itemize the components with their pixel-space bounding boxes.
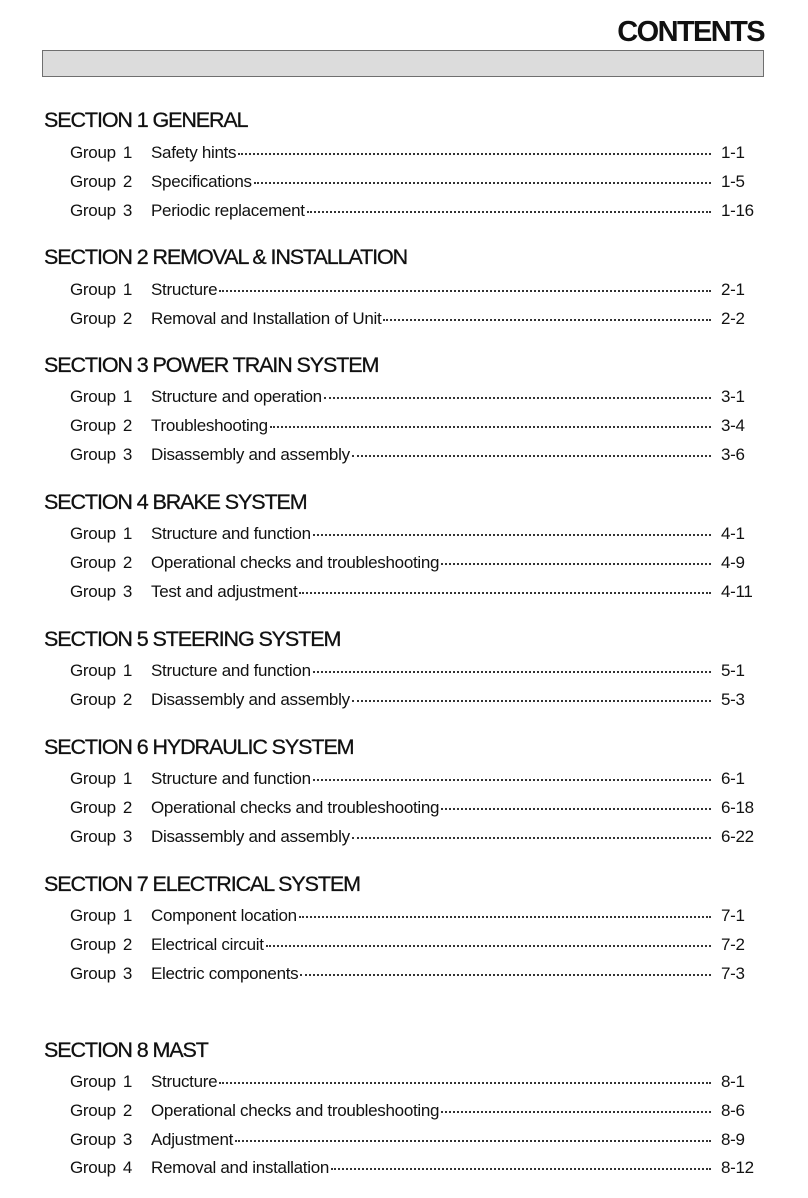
group-label: Group	[70, 1129, 116, 1149]
page-title: CONTENTS	[617, 16, 764, 48]
entry-title: Structure and function	[151, 524, 311, 543]
toc-entry[interactable]	[70, 141, 760, 165]
group-label: Group	[70, 200, 116, 220]
group-number: 3	[122, 444, 133, 464]
toc-entry[interactable]	[70, 522, 760, 546]
group-label: Group	[70, 308, 116, 328]
toc-entry[interactable]	[70, 796, 760, 820]
entry-title: Structure	[151, 1072, 218, 1091]
toc-entry[interactable]	[70, 1128, 760, 1152]
page-number: 6-1	[721, 769, 745, 788]
page-number: 4-1	[721, 524, 745, 543]
entry-title: Adjustment	[151, 1129, 234, 1149]
dot-leader	[219, 290, 711, 292]
dot-leader	[266, 945, 711, 947]
entry-title: Structure and function	[151, 769, 311, 788]
page-number: 8-12	[721, 1158, 754, 1178]
dot-leader	[441, 1111, 711, 1113]
group-number: 2	[122, 797, 133, 817]
toc-entry[interactable]	[70, 1156, 760, 1180]
group-number: 2	[122, 308, 133, 328]
page-number: 2-2	[721, 308, 745, 328]
entry-title: Periodic replacement	[151, 200, 305, 220]
page-number: 7-2	[721, 934, 745, 954]
group-label: Group	[70, 581, 116, 601]
entry-title: Structure and function	[151, 661, 311, 680]
toc-entry[interactable]	[70, 199, 760, 223]
dot-leader	[331, 1168, 711, 1170]
group-label: Group	[70, 826, 116, 846]
group-number: 3	[122, 826, 133, 846]
entry-title: Operational checks and troubleshooting	[151, 1100, 440, 1120]
page-number: 6-18	[721, 797, 754, 817]
entry-title: Disassembly and assembly	[151, 689, 350, 709]
section-heading: SECTION 4 BRAKE SYSTEM	[44, 490, 307, 514]
entry-title: Structure and operation	[151, 387, 322, 406]
section-heading: SECTION 3 POWER TRAIN SYSTEM	[44, 353, 379, 377]
dot-leader	[441, 563, 711, 565]
group-number: 1	[122, 143, 133, 162]
group-label: Group	[70, 171, 116, 191]
group-label: Group	[70, 934, 116, 954]
page-number: 5-3	[721, 689, 745, 709]
toc-entry[interactable]	[70, 278, 760, 302]
dot-leader	[235, 1140, 711, 1142]
group-number: 2	[122, 415, 133, 435]
section-heading: SECTION 7 ELECTRICAL SYSTEM	[44, 872, 360, 896]
group-number: 1	[122, 387, 133, 406]
toc-entry[interactable]	[70, 904, 760, 928]
entry-title: Removal and installation	[151, 1158, 330, 1178]
toc-entry[interactable]	[70, 688, 760, 712]
group-label: Group	[70, 552, 116, 572]
group-number: 2	[122, 552, 133, 572]
toc-entry[interactable]	[70, 962, 760, 986]
page-number: 7-1	[721, 906, 745, 925]
page-number: 1-5	[721, 171, 745, 191]
section-heading: SECTION 8 MAST	[44, 1038, 208, 1062]
group-number: 3	[122, 1129, 133, 1149]
group-label: Group	[70, 387, 116, 406]
dot-leader	[307, 211, 711, 213]
toc-entry[interactable]	[70, 414, 760, 438]
dot-leader	[254, 182, 711, 184]
group-label: Group	[70, 444, 116, 464]
dot-leader	[383, 319, 711, 321]
entry-title: Test and adjustment	[151, 581, 298, 601]
toc-entry[interactable]	[70, 580, 760, 604]
group-number: 1	[122, 280, 133, 299]
entry-title: Removal and Installation of Unit	[151, 308, 382, 328]
dot-leader	[270, 426, 711, 428]
entry-title: Specifications	[151, 171, 252, 191]
section-heading: SECTION 5 STEERING SYSTEM	[44, 627, 341, 651]
dot-leader	[300, 974, 711, 976]
group-number: 3	[122, 963, 133, 983]
toc-entry[interactable]	[70, 443, 760, 467]
entry-title: Electrical circuit	[151, 934, 264, 954]
group-number: 1	[122, 1072, 133, 1091]
group-label: Group	[70, 769, 116, 788]
group-number: 3	[122, 200, 133, 220]
toc-entry[interactable]	[70, 170, 760, 194]
page-number: 4-11	[721, 581, 753, 601]
page-number: 2-1	[721, 280, 745, 299]
group-label: Group	[70, 1158, 116, 1178]
group-label: Group	[70, 1100, 116, 1120]
entry-title: Operational checks and troubleshooting	[151, 797, 440, 817]
dot-leader	[352, 837, 711, 839]
entry-title: Troubleshooting	[151, 415, 268, 435]
toc-entry[interactable]	[70, 385, 760, 409]
group-number: 2	[122, 1100, 133, 1120]
page-number: 3-6	[721, 444, 745, 464]
group-label: Group	[70, 689, 116, 709]
page-number: 1-16	[721, 200, 754, 220]
toc-entry[interactable]	[70, 307, 760, 331]
dot-leader	[441, 808, 711, 810]
group-label: Group	[70, 524, 116, 543]
section-heading: SECTION 1 GENERAL	[44, 108, 248, 132]
entry-title: Component location	[151, 906, 297, 925]
group-number: 4	[122, 1158, 133, 1178]
dot-leader	[313, 671, 711, 673]
dot-leader	[238, 153, 711, 155]
dot-leader	[313, 534, 711, 536]
toc-entry[interactable]	[70, 825, 760, 849]
dot-leader	[299, 592, 711, 594]
page-number: 5-1	[721, 661, 745, 680]
dot-leader	[299, 916, 711, 918]
group-number: 1	[122, 906, 133, 925]
group-label: Group	[70, 963, 116, 983]
page-number: 3-4	[721, 415, 745, 435]
entry-title: Safety hints	[151, 143, 237, 162]
page-number: 4-9	[721, 552, 745, 572]
entry-title: Electric components	[151, 963, 299, 983]
entry-title: Operational checks and troubleshooting	[151, 552, 440, 572]
section-heading: SECTION 2 REMOVAL & INSTALLATION	[44, 245, 408, 269]
toc-entry[interactable]	[70, 767, 760, 791]
page-number: 3-1	[721, 387, 745, 406]
section-heading: SECTION 6 HYDRAULIC SYSTEM	[44, 735, 354, 759]
entry-title: Disassembly and assembly	[151, 444, 350, 464]
toc-entry[interactable]	[70, 933, 760, 957]
dot-leader	[352, 455, 711, 457]
page-number: 8-6	[721, 1100, 745, 1120]
group-label: Group	[70, 797, 116, 817]
group-number: 1	[122, 769, 133, 788]
group-number: 1	[122, 661, 133, 680]
group-label: Group	[70, 1072, 116, 1091]
entry-title: Structure	[151, 280, 218, 299]
toc-entry[interactable]	[70, 659, 760, 683]
dot-leader	[313, 779, 711, 781]
group-number: 1	[122, 524, 133, 543]
group-number: 2	[122, 934, 133, 954]
group-label: Group	[70, 661, 116, 680]
group-number: 3	[122, 581, 133, 601]
dot-leader	[352, 700, 711, 702]
toc-entry[interactable]	[70, 1070, 760, 1094]
page-number: 1-1	[721, 143, 745, 162]
entry-title: Disassembly and assembly	[151, 826, 350, 846]
toc-entry[interactable]	[70, 551, 760, 575]
dot-leader	[324, 397, 711, 399]
page-number: 6-22	[721, 826, 754, 846]
group-label: Group	[70, 906, 116, 925]
page-number: 8-9	[721, 1129, 745, 1149]
dot-leader	[219, 1082, 711, 1084]
group-label: Group	[70, 415, 116, 435]
toc-entry[interactable]	[70, 1099, 760, 1123]
page-number: 8-1	[721, 1072, 745, 1091]
group-number: 2	[122, 171, 133, 191]
page-number: 7-3	[721, 963, 745, 983]
group-number: 2	[122, 689, 133, 709]
group-label: Group	[70, 143, 116, 162]
group-label: Group	[70, 280, 116, 299]
